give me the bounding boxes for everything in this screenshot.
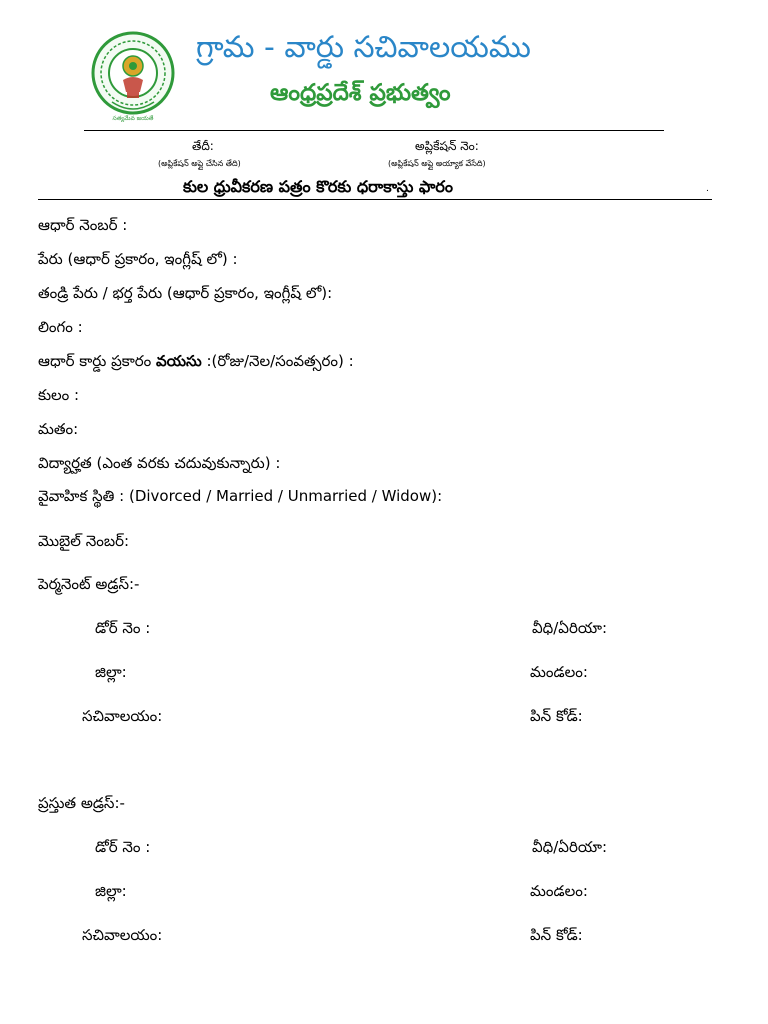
present-secretariat: సచివాలయం: [82, 926, 163, 944]
date-note: (అప్లికేషన్ అప్లై చేసిన తేది) [158, 159, 241, 168]
aadhaar-number-field: ఆధార్ నెంబర్ : [38, 216, 128, 234]
permanent-address-heading: పెర్మనెంట్ అడ్రస్:- [38, 575, 140, 593]
application-number-note: (అప్లికేషన్ అప్లై అయ్యాక వేసేది) [388, 159, 486, 168]
education-field: విద్యార్హత (ఎంత వరకు చదువుకున్నారు) : [38, 454, 281, 472]
present-pin-code: పిన్ కోడ్: [530, 926, 583, 944]
form-title-dot: . [706, 184, 709, 194]
form-title: కుల ధ్రువీకరణ పత్రం కొరకు ధరాకాస్తు ఫారం [183, 177, 454, 196]
date-label: తేదీ: [192, 139, 214, 153]
age-suffix: :(రోజు/నెల/సంవత్సరం) : [201, 352, 354, 370]
application-number-label: అప్లికేషన్ నెం: [415, 139, 479, 153]
permanent-street: వీధి/ఏరియా: [532, 619, 608, 637]
religion-field: మతం: [38, 420, 79, 438]
gender-field: లింగం : [38, 318, 83, 336]
permanent-secretariat: సచివాలయం: [82, 707, 163, 725]
father-name-field: తండ్రి పేరు / భర్త పేరు (ఆధార్ ప్రకారం, ఇంగ్లీష్ లో): [38, 284, 333, 302]
mobile-number-field: మొబైల్ నెంబర్: [38, 532, 130, 550]
present-door-number: డోర్ నెం : [95, 838, 151, 856]
name-field: పేరు (ఆధార్ ప్రకారం, ఇంగ్లీష్ లో) : [38, 250, 238, 268]
permanent-district: జిల్లా: [95, 663, 127, 681]
present-street: వీధి/ఏరియా: [532, 838, 608, 856]
header-title: గ్రామ - వార్డు సచివాలయము [196, 30, 531, 65]
header-subtitle: ఆంధ్రప్రదేశ్ ప్రభుత్వం [270, 80, 451, 106]
present-address-heading: ప్రస్తుత అడ్రస్:- [38, 794, 125, 812]
present-mandal: మండలం: [530, 882, 588, 900]
title-divider [38, 199, 712, 200]
permanent-mandal: మండలం: [530, 663, 588, 681]
caste-field: కులం : [38, 386, 80, 404]
header-divider [84, 130, 664, 131]
andhra-pradesh-emblem-icon [90, 30, 176, 122]
age-field [38, 350, 354, 372]
marital-status-field: వైవాహిక స్థితి : (Divorced / Married / Unmarried / Widow): [38, 487, 443, 505]
svg-text:సత్యమేవ జయతే: సత్యమేవ జయతే [112, 115, 154, 122]
age-bold-label: వయసు [156, 352, 202, 370]
present-district: జిల్లా: [95, 882, 127, 900]
permanent-pin-code: పిన్ కోడ్: [530, 707, 583, 725]
age-prefix: ఆధార్ కార్డు ప్రకారం [38, 352, 157, 370]
permanent-door-number: డోర్ నెం : [95, 619, 151, 637]
